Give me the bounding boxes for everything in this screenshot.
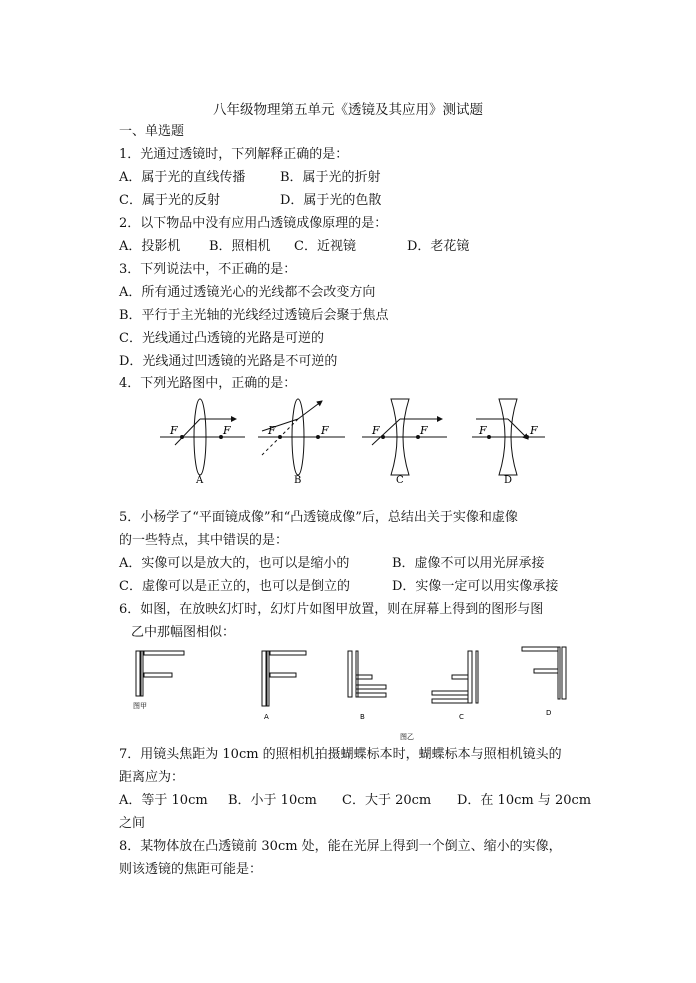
q4-ray-diagrams [0, 395, 696, 515]
diagram-b-focus-left: F [268, 424, 276, 437]
q2-option-c: C．近视镜 [294, 239, 356, 254]
q7-option-b: B．小于 10cm [228, 793, 317, 808]
q5-stem-line1: 5．小杨学了“平面镜成像”和“凸透镜成像”后，总结出关于实像和虚像 [119, 510, 518, 525]
diagram-a-focus-right: F [223, 424, 231, 437]
q2-option-a: A．投影机 [119, 239, 181, 254]
diagram-c-concave-lens [362, 399, 447, 475]
q7-option-c: C．大于 20cm [342, 793, 432, 808]
figure-jia-label: 图甲 [133, 702, 147, 710]
q7-stem-line1: 7．用镜头焦距为 10cm 的照相机拍摄蝴蝶标本时，蝴蝶标本与照相机镜头的 [119, 747, 562, 762]
q7-option-d-cont: 之间 [119, 816, 146, 831]
q1-option-d: D．属于光的色散 [280, 193, 382, 208]
q8-stem-line1: 8．某物体放在凸透镜前 30cm 处，能在光屏上得到一个倒立、缩小的实像， [119, 839, 562, 854]
q7-stem-line2: 距离应为： [119, 770, 185, 785]
section-heading: 一、单选题 [119, 124, 185, 139]
diagram-d-concave-lens [472, 399, 545, 475]
figure-b-l-shape [348, 651, 386, 697]
figure-d-label: D [546, 709, 552, 717]
figure-c-label: C [459, 713, 464, 721]
q5-option-a: A．实像可以是放大的，也可以是缩小的 [119, 556, 350, 571]
q6-stem-line1: 6．如图，在放映幻灯时，幻灯片如图甲放置，则在屏幕上得到的图形与图 [119, 602, 544, 617]
q7-option-a: A．等于 10cm [119, 793, 208, 808]
figure-yi-label: 图乙 [400, 733, 414, 741]
q2-option-d: D．老花镜 [407, 239, 470, 254]
q3-option-b: B．平行于主光轴的光线经过透镜后会聚于焦点 [119, 308, 389, 323]
page-title: 八年级物理第五单元《透镜及其应用》测试题 [213, 102, 483, 118]
figure-c-mirrored-shape [432, 651, 478, 703]
q5-option-d: D．实像一定可以用实像承接 [392, 579, 559, 594]
figure-jia-f-shape [136, 651, 184, 696]
figure-a-label: A [264, 713, 269, 721]
diagram-d-focus-right: F [530, 424, 538, 437]
q6-slide-figures [0, 645, 696, 745]
q6-stem-line2: 乙中那幅图相似： [131, 625, 236, 640]
q1-option-c: C．属于光的反射 [119, 193, 220, 208]
q3-option-c: C．光线通过凸透镜的光路是可逆的 [119, 331, 324, 346]
figure-a-f-shape [262, 651, 306, 706]
q8-stem-line2: 则该透镜的焦距可能是： [119, 862, 263, 877]
q3-stem: 3．下列说法中，不正确的是： [119, 262, 297, 277]
q2-option-b: B．照相机 [209, 239, 271, 254]
q5-stem-line2: 的一些特点，其中错误的是： [119, 533, 289, 548]
diagram-d-focus-left: F [479, 424, 487, 437]
q1-option-a: A．属于光的直线传播 [119, 170, 246, 185]
q1-stem: 1．光通过透镜时，下列解释正确的是： [119, 147, 349, 162]
q1-option-b: B．属于光的折射 [280, 170, 381, 185]
q2-stem: 2．以下物品中没有应用凸透镜成像原理的是： [119, 216, 388, 231]
diagram-a-label: A [196, 475, 204, 486]
diagram-b-label: B [294, 475, 302, 486]
diagram-c-focus-right: F [420, 424, 428, 437]
diagram-d-label: D [504, 475, 513, 486]
diagram-c-label: C [396, 475, 404, 486]
diagram-a-convex-lens [160, 399, 245, 475]
q4-stem: 4．下列光路图中，正确的是： [119, 376, 297, 391]
q3-option-a: A．所有通过透镜光心的光线都不会改变方向 [119, 285, 376, 300]
figure-b-label: B [360, 713, 365, 721]
q7-option-d: D．在 10cm 与 20cm [457, 793, 592, 808]
figure-d-inverted-f-shape [522, 647, 566, 699]
diagram-a-focus-left: F [170, 424, 178, 437]
diagram-c-focus-left: F [372, 424, 380, 437]
q5-option-c: C．虚像可以是正立的，也可以是倒立的 [119, 579, 350, 594]
diagram-b-convex-lens [258, 399, 345, 475]
q5-option-b: B．虚像不可以用光屏承接 [392, 556, 545, 571]
diagram-b-focus-right: F [321, 424, 329, 437]
q3-option-d: D．光线通过凹透镜的光路是不可逆的 [119, 354, 338, 369]
